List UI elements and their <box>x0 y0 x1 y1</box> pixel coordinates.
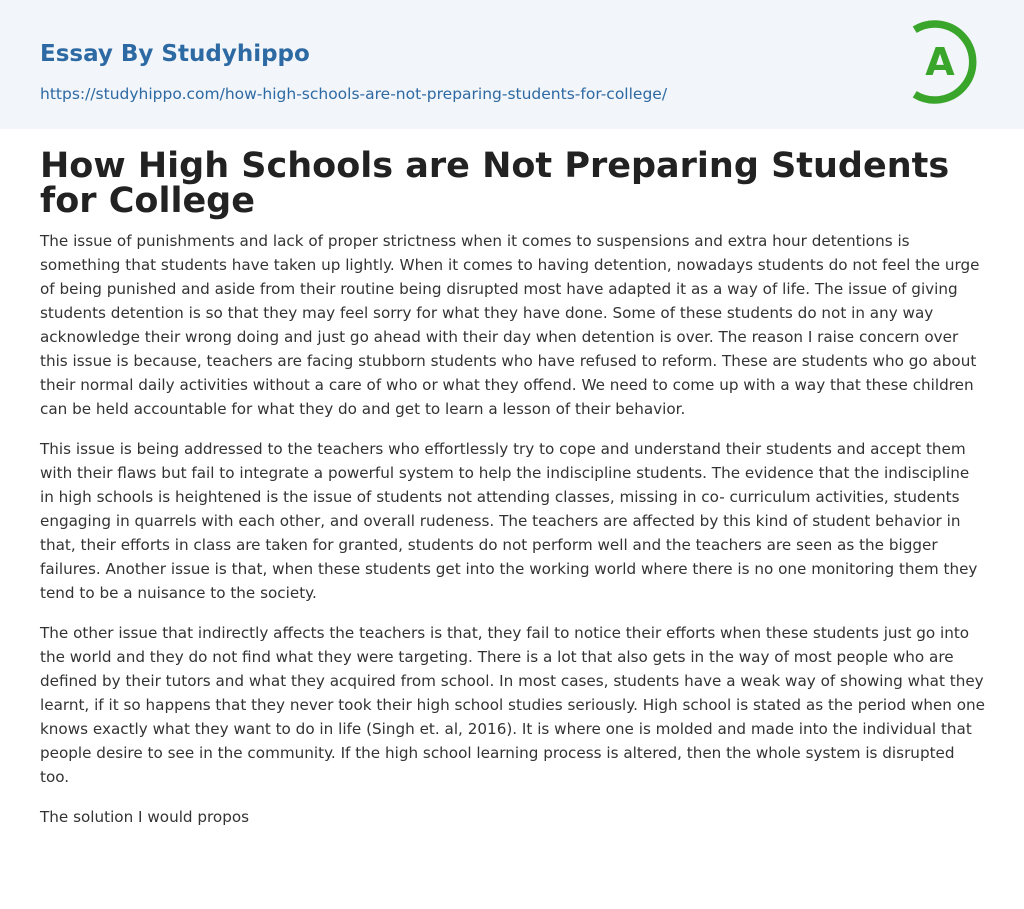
brand-title[interactable]: Essay By Studyhippo <box>40 41 310 67</box>
logo-letter: A <box>925 40 955 84</box>
article-title: How High Schools are Not Preparing Students for College <box>40 146 950 221</box>
site-header <box>0 0 1024 129</box>
studyhippo-logo[interactable] <box>911 18 987 106</box>
paragraph: The issue of punishments and lack of proper strictness when it comes to suspensions and extra hour detentions is something that students have taken up lightly. When it comes to having detention, nowadays students do not feel the urge of being punished and aside from their routine being disrupted most have adapted it as a way of life. The issue of giving students detention is so that they may feel sorry for what they have done. Some of these students do not in any way acknowledge their wrong doing and just go ahead with their day when detention is over. The reason I raise concern over this issue is because, teachers are facing stubborn students who have refused to reform. These are students who go about their normal daily activities without a care of who or what they offend. We need to come up with a way that these children can be held accountable for what they do and get to learn a lesson of their behavior. <box>40 232 980 418</box>
source-url-link[interactable]: https://studyhippo.com/how-high-schools-are-not-preparing-students-for-college/ <box>40 85 668 103</box>
paragraph: The other issue that indirectly affects the teachers is that, they fail to notice their efforts when these students just go into the world and they do not find what they were targeting. There is a lot that also gets in the way of most people who are defined by their tutors and what they acquired from school. In most cases, students have a weak way of showing what they learnt, if it so happens that they never took their high school studies seriously. High school is stated as the period when one knows exactly what they want to do in life (Singh et. al, 2016). It is where one is molded and made into the individual that people desire to see in the community. If the high school learning process is altered, then the whole system is disrupted too. <box>40 624 986 786</box>
paragraph: This issue is being addressed to the teachers who effortlessly try to cope and understand their students and accept them with their flaws but fail to integrate a powerful system to help the indiscipline students. The evidence that the indiscipline in high schools is heightened is the issue of students not attending classes, missing in co- curriculum activities, students engaging in quarrels with each other, and overall rudeness. The teachers are affected by this kind of student behavior in that, their efforts in class are taken for granted, students do not perform well and the teachers are seen as the bigger failures. Another issue is that, when these students get into the working world where there is no one monitoring them they tend to be a nuisance to the society. <box>40 440 978 602</box>
article-body <box>40 229 985 845</box>
paragraph-truncated: The solution I would propos <box>40 808 250 826</box>
